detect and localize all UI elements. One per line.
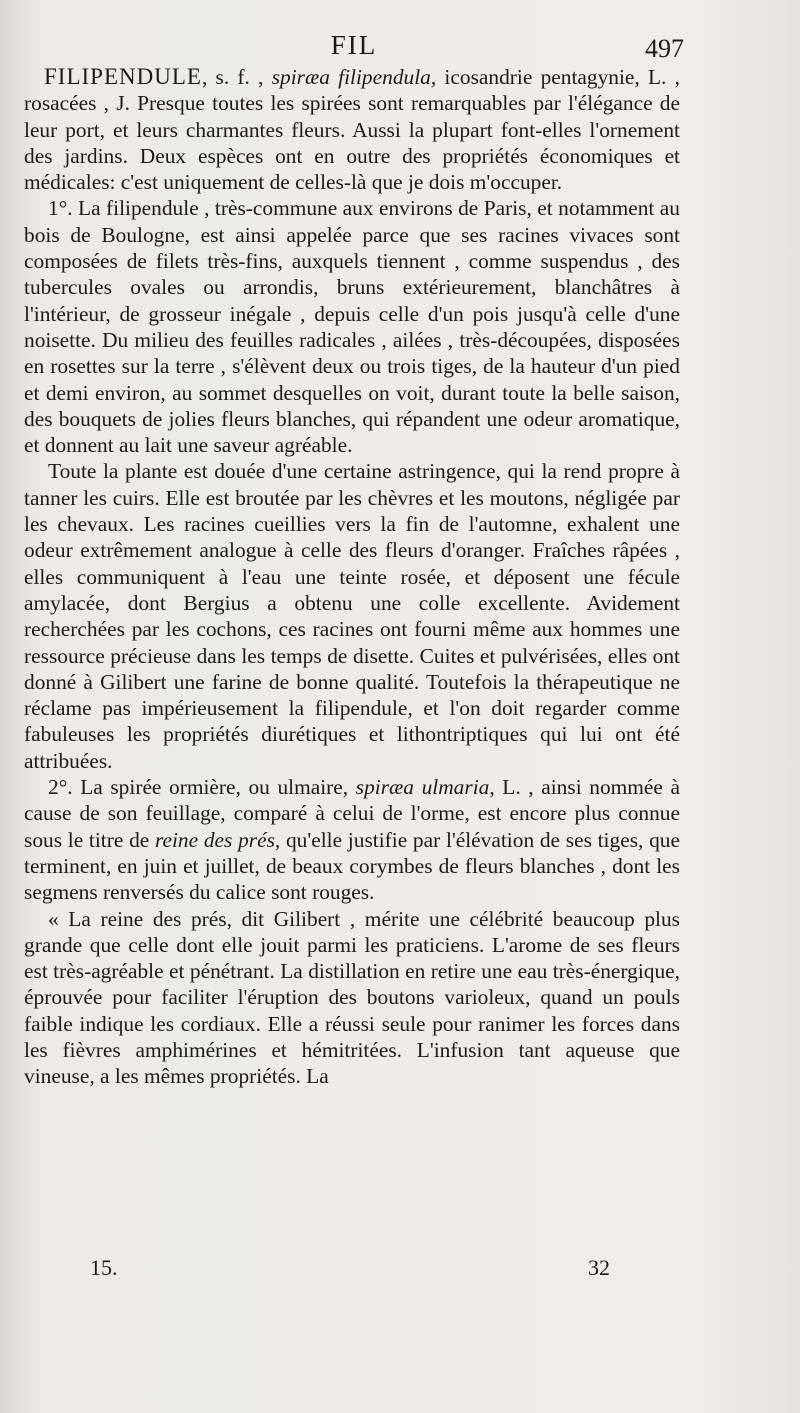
page-header xyxy=(24,30,684,64)
entry-intro: , s. f. , xyxy=(201,65,272,89)
headword: FILIPENDULE xyxy=(44,64,202,89)
entry-paragraph xyxy=(24,64,680,195)
reine-des-pres: reine des prés xyxy=(154,827,275,852)
body-text xyxy=(24,64,680,1090)
paragraph-plant-properties: Toute la plante est douée d'une certaine astringence, qui la rend propre à tanner les cuirs. Elle est broutée par les chèvres et les moutons, négligée par les chevaux. Les racines cueillies vers la fin de l'automne, exhalent une odeur extrêmement analogue à celle des fleurs d'oranger. Fraîches râpées , elles communiquent à l'eau une teinte rosée, et déposent une fécule amylacée, dont Bergius a obtenu une colle excellente. Avidement recherchées par les cochons, ces racines ont fourni même aux hommes une ressource précieuse dans les temps de disette. Cuites et pulvérisées, elles ont donné à Gilibert une farine de bonne qualité. Toutefois la thérapeutique ne réclame pas impérieusement la filipendule, et l'on doit regarder comme fabuleuses les propriétés diurétiques et lithontriptiques qui lui ont été attribuées. xyxy=(24,459,680,773)
ulmaire-start: 2°. La spirée ormière, ou ulmaire, xyxy=(48,775,356,800)
gathering-number: 32 xyxy=(588,1255,610,1280)
page-footer xyxy=(90,1255,610,1285)
running-head: FIL xyxy=(330,30,378,60)
paragraph-filipendule: 1°. La filipendule , très-commune aux environs de Paris, et notamment au bois de Boulogne, est ainsi appelée parce que ses racines vivaces sont composées de filets très-fins, auxquels tiennent , comme suspendus , des tubercules ovales ou arrondis, bruns extérieurement, blanchâtres à l'intérieur, de grosseur inégale , depuis celle d'un pois jusqu'à celle d'une noisette. Du milieu des feuilles radicales , ailées , très-découpées, disposées en rosettes sur la terre , s'élèvent deux ou trois tiges, de la hauteur d'un pied et demi environ, au sommet desquelles on voit, durant toute la belle saison, des bouquets de jolies fleurs blanches, qui répandent une odeur aromatique, et donnent au lait une saveur agréable. xyxy=(24,196,680,458)
entry-latin-name: spiræa filipendula xyxy=(271,65,431,89)
page-number: 497 xyxy=(645,34,684,63)
ulmaire-mid: , L. , ainsi nommée à cause de son feuillage, comparé à celui de l'orme, est encore plus connue sous le titre de xyxy=(24,775,680,852)
ulmaire-end: , qu'elle justifie par l'élévation de ses tiges, que terminent, en juin et juillet, de beaux corymbes de fleurs blanches , dont les segmens renversés du calice sont rouges. xyxy=(24,827,680,905)
ulmaire-latin-name: spiræa ulmaria xyxy=(355,775,490,800)
entry-intro-rest: , icosandrie pentagynie, L. , rosacées , J. Presque toutes les spirées sont remarquables par l'élégance de leur port, et leurs charmantes fleurs. Aussi la plupart font-elles l'ornement des jardins. Deux espèces ont en outre des propriétés économiques et médicales: c'est uniquement de celles-là que je dois m'occuper. xyxy=(24,65,680,195)
paragraph-ulmaire xyxy=(24,774,680,905)
signature-mark: 15. xyxy=(90,1255,118,1280)
paragraph-gilibert-quote: « La reine des prés, dit Gilibert , mérite une célébrité beaucoup plus grande que celle dont elle jouit parmi les praticiens. L'arome de ses fleurs est très-agréable et pénétrant. La distillation en retire une eau très-énergique, éprouvée pour faciliter l'éruption des boutons varioleux, quand un pouls faible indique les cordiaux. Elle a réussi seule pour ranimer les forces dans les fièvres amphimérines et hémitritées. L'infusion tant aqueuse que vineuse, a les mêmes propriétés. La xyxy=(24,906,680,1089)
